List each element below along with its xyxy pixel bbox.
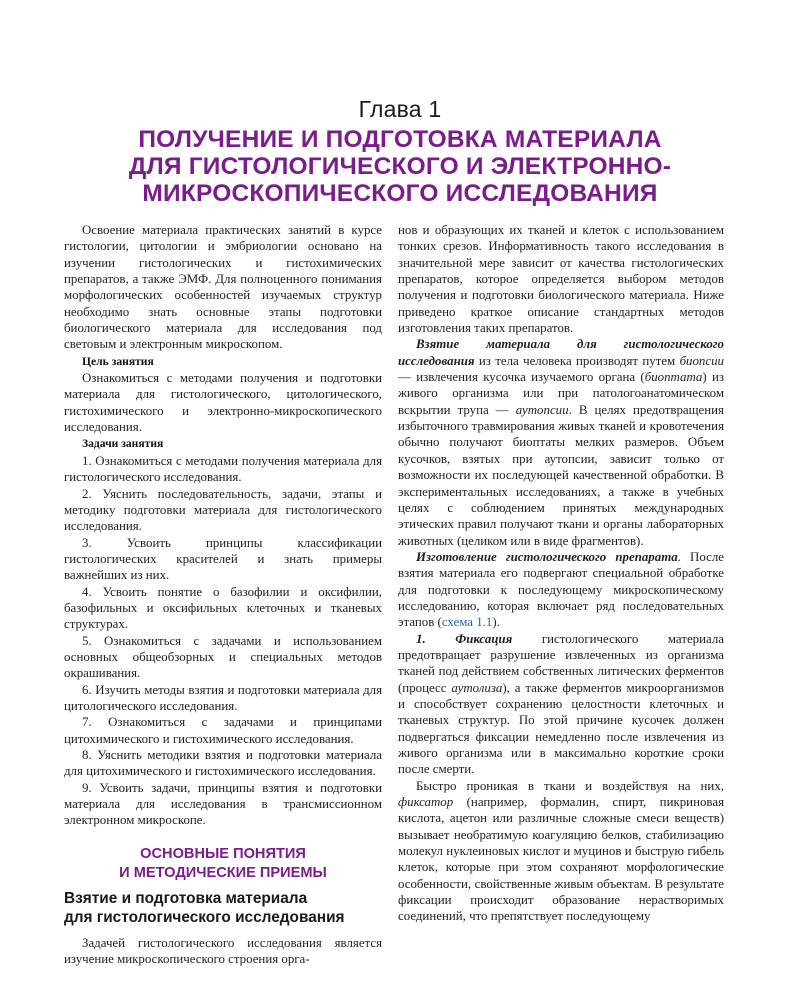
closing-paragraph: Задачей гистологического исследования является изучение микроскопического строения орга- bbox=[64, 935, 382, 967]
task-item: 2. Уяснить последовательность, задачи, этапы и методику подготовки материала для гистологического исследования. bbox=[64, 486, 382, 534]
term-autopsy: аутопсии bbox=[515, 402, 569, 417]
preparation-lead: Изготовление гистологического препарата bbox=[416, 549, 678, 564]
continued-paragraph: нов и образующих их тканей и клеток с использованием тонких срезов. Информативность такого исследования в значительной мере зависит от качества гистологических препаратов, которое определяется выбором методов получения и подготовки биологического материала. Ниже приведено краткое описание стандартных методов изготовления таких препаратов. bbox=[398, 223, 724, 336]
chapter-title bbox=[100, 126, 700, 207]
term-biopsy: биопсии bbox=[679, 353, 724, 368]
term-bioptat: биоптата bbox=[644, 370, 703, 385]
goal-paragraph: Ознакомиться с методами получения и подготовки материала для гистологического, цитологического, гистохимического и электронно-микроскопического исследования. bbox=[64, 371, 382, 435]
chapter-title-line: ДЛЯ ГИСТОЛОГИЧЕСКОГО И ЭЛЕКТРОННО- bbox=[128, 153, 672, 180]
biopsy-paragraph: Взятие материала для гистологического исследования из тела человека производят путем биопсии — извлечения кусочка изучаемого органа (биоптата) из живого организма или при патологоанатомическом вскрытии трупа — аутопсии. В целях предотвращения избыточного травмирования живых тканей и кровотечения обычно получают биоптаты мелких размеров. Объем кусочков, взятых при аутопсии, зависит только от возможности их последующей качественной обработки. В экспериментальных исследованиях, а также в учебных целях с соблюдением принятых международных этических правил получают ткани и органы лабораторных животных (целиком или в виде фрагментов). bbox=[398, 337, 724, 548]
task-item: 1. Ознакомиться с методами получения материала для гистологического исследования. bbox=[64, 453, 382, 485]
chapter-title-line: МИКРОСКОПИЧЕСКОГО ИССЛЕДОВАНИЯ bbox=[142, 180, 658, 207]
intro-paragraph: Освоение материала практических занятий в курсе гистологии, цитологии и эмбриологии основано на изучении гистологических и гистохимических препаратов, а также ЭМФ. Для полноценного понимания морфологических особенностей изучаемых структур необходимо знать основные этапы подготовки биологического материала для исследования под световым и электронным микроскопом. bbox=[64, 223, 382, 352]
biopsy-lead: Взятие материала для гистологического исследования bbox=[398, 337, 724, 368]
task-item: 8. Уяснить методики взятия и подготовки материала для цитохимического и гистохимического исследования. bbox=[64, 748, 382, 779]
section-title-line: И МЕТОДИЧЕСКИЕ ПРИЕМЫ bbox=[119, 864, 327, 881]
fixator-paragraph: Быстро проникая в ткани и воздействуя на них, фиксатор (например, формалин, спирт, пикриновая кислота, ацетон или различные сложные смеси веществ) вызывает необратимую коагуляцию белков, стабилизацию молекул нуклеиновых кислот и муцинов и быструю гибель клеток, которые при этом сохраняют морфологические особенности, свойственные живым объектам. В результате фиксации происходит образование нерастворимых соединений, что препятствует последующему bbox=[398, 778, 724, 924]
task-item: 6. Изучить методы взятия и подготовки материала для цитологического исследования. bbox=[64, 682, 382, 713]
chapter-label: Глава 1 bbox=[358, 96, 442, 122]
section-title-line: ОСНОВНЫЕ ПОНЯТИЯ bbox=[140, 845, 306, 862]
task-item: 4. Усвоить понятие о базофилии и оксифилии, базофильных и оксифильных клеточных и тканевых структурах. bbox=[64, 584, 382, 632]
subsection-title-line: Взятие и подготовка материала bbox=[64, 889, 308, 907]
section-title bbox=[64, 845, 382, 883]
right-column bbox=[398, 222, 724, 925]
task-item: 7. Ознакомиться с задачами и принципами цитохимического и гистохимического исследования. bbox=[64, 715, 382, 746]
preparation-paragraph: Изготовление гистологического препарата. После взятия материала его подвергают специальной обработке для подготовки к последующему микроскопическому исследованию, которая включает ряд последовательных этапов (схема 1.1). bbox=[398, 549, 724, 630]
chapter-title-line: ПОЛУЧЕНИЕ И ПОДГОТОВКА МАТЕРИАЛА bbox=[138, 126, 662, 153]
task-item: 9. Усвоить задачи, принципы взятия и подготовки материала для исследования в трансмиссионном электронном микроскопе. bbox=[64, 780, 382, 828]
tasks-heading: Задачи занятия bbox=[82, 437, 164, 451]
fixation-paragraph: 1. Фиксация гистологического материала предотвращает разрушение извлеченных из организма тканей под действием собственных литических ферментов (процесс аутолиза), а также ферментов микроорганизмов и способствует сохранению целостности клеточных и тканевых структур. По этой причине кусочек должен подвергаться фиксации немедленно после извлечения из живого организма или в максимально короткие сроки после смерти. bbox=[398, 631, 725, 777]
subsection-title-line: для гистологического исследования bbox=[64, 908, 345, 926]
goal-heading: Цель занятия bbox=[82, 354, 154, 368]
task-item: 3. Усвоить принципы классификации гистологических красителей и знать примеры важнейших из них. bbox=[64, 535, 382, 583]
fixation-lead: 1. Фиксация bbox=[416, 631, 513, 646]
term-fixator: фиксатор bbox=[398, 795, 454, 810]
subsection-title bbox=[64, 889, 382, 927]
term-autolysis: аутолиза bbox=[451, 680, 503, 695]
left-column bbox=[64, 222, 382, 967]
task-item: 5. Ознакомиться с задачами и использованием основных общеобзорных и специальных методов окрашивания. bbox=[64, 633, 382, 681]
scheme-link[interactable]: схема 1.1 bbox=[441, 615, 493, 630]
